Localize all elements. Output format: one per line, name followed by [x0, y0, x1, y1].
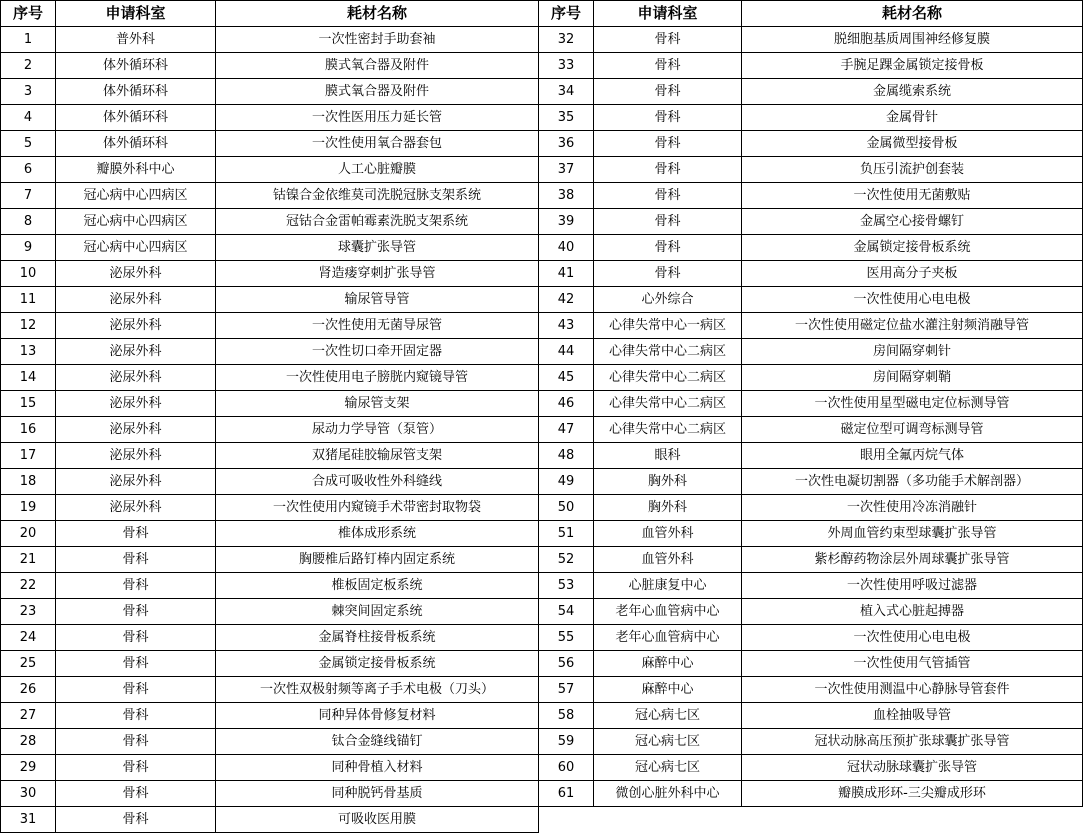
item-cell: 一次性医用压力延长管: [216, 105, 539, 131]
item-cell: 一次性电凝切割器（多功能手术解剖器）: [742, 469, 1083, 495]
item-cell: 一次性使用磁定位盐水灌注射频消融导管: [742, 313, 1083, 339]
seq-cell: 41: [539, 261, 594, 287]
dept-cell: 骨科: [56, 547, 216, 573]
empty-cell: [539, 807, 594, 833]
seq-cell: 50: [539, 495, 594, 521]
seq-cell: 35: [539, 105, 594, 131]
dept-cell: 骨科: [594, 79, 742, 105]
seq-cell: 54: [539, 599, 594, 625]
seq-cell: 30: [1, 781, 56, 807]
item-cell: 一次性使用冷冻消融针: [742, 495, 1083, 521]
table-row: [1, 183, 1083, 209]
seq-cell: 21: [1, 547, 56, 573]
dept-cell: 泌尿外科: [56, 469, 216, 495]
dept-cell: 骨科: [56, 651, 216, 677]
item-cell: 脱细胞基质周围神经修复膜: [742, 27, 1083, 53]
seq-cell: 29: [1, 755, 56, 781]
header-dept-right: 申请科室: [594, 1, 742, 27]
seq-cell: 52: [539, 547, 594, 573]
item-cell: 金属脊柱接骨板系统: [216, 625, 539, 651]
item-cell: 负压引流护创套装: [742, 157, 1083, 183]
table-row: [1, 599, 1083, 625]
item-cell: 钴镍合金依维莫司洗脱冠脉支架系统: [216, 183, 539, 209]
header-row: [1, 1, 1083, 27]
seq-cell: 15: [1, 391, 56, 417]
seq-cell: 9: [1, 235, 56, 261]
seq-cell: 44: [539, 339, 594, 365]
seq-cell: 47: [539, 417, 594, 443]
item-cell: 一次性使用心电电极: [742, 287, 1083, 313]
dept-cell: 冠心病七区: [594, 755, 742, 781]
table-row: [1, 287, 1083, 313]
table-row: [1, 547, 1083, 573]
item-cell: 金属空心接骨螺钉: [742, 209, 1083, 235]
item-cell: 一次性使用内窥镜手术带密封取物袋: [216, 495, 539, 521]
table-row: [1, 703, 1083, 729]
item-cell: 人工心脏瓣膜: [216, 157, 539, 183]
table-row: [1, 651, 1083, 677]
seq-cell: 5: [1, 131, 56, 157]
dept-cell: 泌尿外科: [56, 261, 216, 287]
seq-cell: 27: [1, 703, 56, 729]
seq-cell: 51: [539, 521, 594, 547]
seq-cell: 22: [1, 573, 56, 599]
dept-cell: 骨科: [594, 105, 742, 131]
dept-cell: 心脏康复中心: [594, 573, 742, 599]
seq-cell: 20: [1, 521, 56, 547]
dept-cell: 骨科: [56, 703, 216, 729]
dept-cell: 骨科: [56, 677, 216, 703]
seq-cell: 60: [539, 755, 594, 781]
item-cell: 一次性双极射频等离子手术电极（刀头）: [216, 677, 539, 703]
item-cell: 金属缆索系统: [742, 79, 1083, 105]
dept-cell: 骨科: [56, 573, 216, 599]
dept-cell: 普外科: [56, 27, 216, 53]
item-cell: 椎板固定板系统: [216, 573, 539, 599]
item-cell: 膜式氧合器及附件: [216, 79, 539, 105]
item-cell: 一次性使用无菌导尿管: [216, 313, 539, 339]
dept-cell: 骨科: [56, 729, 216, 755]
seq-cell: 48: [539, 443, 594, 469]
seq-cell: 31: [1, 807, 56, 833]
table-row: [1, 79, 1083, 105]
item-cell: 一次性使用心电电极: [742, 625, 1083, 651]
dept-cell: 骨科: [594, 235, 742, 261]
dept-cell: 骨科: [56, 755, 216, 781]
seq-cell: 49: [539, 469, 594, 495]
item-cell: 冠状动脉高压预扩张球囊扩张导管: [742, 729, 1083, 755]
table-row: [1, 573, 1083, 599]
dept-cell: 泌尿外科: [56, 417, 216, 443]
dept-cell: 心外综合: [594, 287, 742, 313]
table-row: [1, 53, 1083, 79]
seq-cell: 36: [539, 131, 594, 157]
table-row: [1, 131, 1083, 157]
seq-cell: 1: [1, 27, 56, 53]
item-cell: 球囊扩张导管: [216, 235, 539, 261]
dept-cell: 骨科: [56, 807, 216, 833]
item-cell: 磁定位型可调弯标测导管: [742, 417, 1083, 443]
table-row: [1, 729, 1083, 755]
dept-cell: 骨科: [594, 261, 742, 287]
seq-cell: 2: [1, 53, 56, 79]
table-row: [1, 755, 1083, 781]
item-cell: 血栓抽吸导管: [742, 703, 1083, 729]
table-row: [1, 261, 1083, 287]
seq-cell: 28: [1, 729, 56, 755]
seq-cell: 59: [539, 729, 594, 755]
empty-cell: [594, 807, 742, 833]
item-cell: 一次性密封手助套袖: [216, 27, 539, 53]
dept-cell: 胸外科: [594, 495, 742, 521]
item-cell: 外周血管约束型球囊扩张导管: [742, 521, 1083, 547]
dept-cell: 骨科: [594, 183, 742, 209]
item-cell: 一次性使用气管插管: [742, 651, 1083, 677]
table-row: [1, 521, 1083, 547]
item-cell: 一次性使用测温中心静脉导管套件: [742, 677, 1083, 703]
dept-cell: 冠心病中心四病区: [56, 235, 216, 261]
seq-cell: 7: [1, 183, 56, 209]
seq-cell: 12: [1, 313, 56, 339]
dept-cell: 骨科: [56, 625, 216, 651]
table-row: [1, 625, 1083, 651]
dept-cell: 体外循环科: [56, 79, 216, 105]
header-seq-left: 序号: [1, 1, 56, 27]
item-cell: 瓣膜成形环-三尖瓣成形环: [742, 781, 1083, 807]
dept-cell: 心律失常中心一病区: [594, 313, 742, 339]
item-cell: 合成可吸收性外科缝线: [216, 469, 539, 495]
item-cell: 金属微型接骨板: [742, 131, 1083, 157]
seq-cell: 32: [539, 27, 594, 53]
seq-cell: 14: [1, 365, 56, 391]
item-cell: 医用高分子夹板: [742, 261, 1083, 287]
item-cell: 肾造瘘穿刺扩张导管: [216, 261, 539, 287]
seq-cell: 55: [539, 625, 594, 651]
dept-cell: 心律失常中心二病区: [594, 339, 742, 365]
item-cell: 可吸收医用膜: [216, 807, 539, 833]
header-item-left: 耗材名称: [216, 1, 539, 27]
dept-cell: 微创心脏外科中心: [594, 781, 742, 807]
seq-cell: 11: [1, 287, 56, 313]
table-row: [1, 157, 1083, 183]
dept-cell: 泌尿外科: [56, 313, 216, 339]
item-cell: 房间隔穿刺针: [742, 339, 1083, 365]
dept-cell: 骨科: [594, 27, 742, 53]
seq-cell: 19: [1, 495, 56, 521]
seq-cell: 18: [1, 469, 56, 495]
item-cell: 房间隔穿刺鞘: [742, 365, 1083, 391]
header-dept-left: 申请科室: [56, 1, 216, 27]
seq-cell: 43: [539, 313, 594, 339]
seq-cell: 26: [1, 677, 56, 703]
dept-cell: 体外循环科: [56, 105, 216, 131]
dept-cell: 冠心病中心四病区: [56, 183, 216, 209]
item-cell: 尿动力学导管（泵管）: [216, 417, 539, 443]
item-cell: 输尿管支架: [216, 391, 539, 417]
item-cell: 金属锁定接骨板系统: [742, 235, 1083, 261]
seq-cell: 58: [539, 703, 594, 729]
seq-cell: 17: [1, 443, 56, 469]
dept-cell: 麻醉中心: [594, 651, 742, 677]
item-cell: 冠钴合金雷帕霉素洗脱支架系统: [216, 209, 539, 235]
table-body: [1, 27, 1083, 833]
dept-cell: 胸外科: [594, 469, 742, 495]
item-cell: 膜式氧合器及附件: [216, 53, 539, 79]
table-row: [1, 313, 1083, 339]
dept-cell: 泌尿外科: [56, 339, 216, 365]
item-cell: 椎体成形系统: [216, 521, 539, 547]
item-cell: 冠状动脉球囊扩张导管: [742, 755, 1083, 781]
dept-cell: 心律失常中心二病区: [594, 391, 742, 417]
dept-cell: 骨科: [56, 599, 216, 625]
table-row: [1, 807, 1083, 833]
dept-cell: 体外循环科: [56, 131, 216, 157]
seq-cell: 61: [539, 781, 594, 807]
dept-cell: 泌尿外科: [56, 391, 216, 417]
table-row: [1, 443, 1083, 469]
seq-cell: 37: [539, 157, 594, 183]
table-row: [1, 339, 1083, 365]
table-row: [1, 677, 1083, 703]
seq-cell: 13: [1, 339, 56, 365]
dept-cell: 眼科: [594, 443, 742, 469]
table-row: [1, 417, 1083, 443]
table-row: [1, 105, 1083, 131]
dept-cell: 泌尿外科: [56, 443, 216, 469]
dept-cell: 麻醉中心: [594, 677, 742, 703]
dept-cell: 骨科: [594, 209, 742, 235]
item-cell: 胸腰椎后路钉棒内固定系统: [216, 547, 539, 573]
seq-cell: 6: [1, 157, 56, 183]
item-cell: 一次性使用呼吸过滤器: [742, 573, 1083, 599]
dept-cell: 老年心血管病中心: [594, 625, 742, 651]
item-cell: 一次性使用电子膀胱内窥镜导管: [216, 365, 539, 391]
seq-cell: 56: [539, 651, 594, 677]
dept-cell: 心律失常中心二病区: [594, 365, 742, 391]
seq-cell: 25: [1, 651, 56, 677]
item-cell: 手腕足踝金属锁定接骨板: [742, 53, 1083, 79]
table-row: [1, 469, 1083, 495]
dept-cell: 瓣膜外科中心: [56, 157, 216, 183]
seq-cell: 4: [1, 105, 56, 131]
seq-cell: 8: [1, 209, 56, 235]
table-row: [1, 209, 1083, 235]
item-cell: 金属骨针: [742, 105, 1083, 131]
dept-cell: 骨科: [56, 781, 216, 807]
item-cell: 输尿管导管: [216, 287, 539, 313]
item-cell: 一次性使用无菌敷贴: [742, 183, 1083, 209]
table-row: [1, 365, 1083, 391]
dept-cell: 泌尿外科: [56, 495, 216, 521]
seq-cell: 57: [539, 677, 594, 703]
dept-cell: 骨科: [56, 521, 216, 547]
item-cell: 一次性使用氧合器套包: [216, 131, 539, 157]
seq-cell: 10: [1, 261, 56, 287]
header-item-right: 耗材名称: [742, 1, 1083, 27]
dept-cell: 骨科: [594, 157, 742, 183]
item-cell: 一次性使用星型磁电定位标测导管: [742, 391, 1083, 417]
table-row: [1, 781, 1083, 807]
dept-cell: 老年心血管病中心: [594, 599, 742, 625]
seq-cell: 16: [1, 417, 56, 443]
item-cell: 同种骨植入材料: [216, 755, 539, 781]
seq-cell: 33: [539, 53, 594, 79]
dept-cell: 冠心病七区: [594, 729, 742, 755]
dept-cell: 骨科: [594, 53, 742, 79]
table-row: [1, 27, 1083, 53]
seq-cell: 23: [1, 599, 56, 625]
dept-cell: 泌尿外科: [56, 287, 216, 313]
table-row: [1, 495, 1083, 521]
table-row: [1, 235, 1083, 261]
item-cell: 同种异体骨修复材料: [216, 703, 539, 729]
item-cell: 紫杉醇药物涂层外周球囊扩张导管: [742, 547, 1083, 573]
seq-cell: 42: [539, 287, 594, 313]
item-cell: 植入式心脏起搏器: [742, 599, 1083, 625]
seq-cell: 34: [539, 79, 594, 105]
seq-cell: 40: [539, 235, 594, 261]
dept-cell: 骨科: [594, 131, 742, 157]
header-seq-right: 序号: [539, 1, 594, 27]
item-cell: 双猪尾硅胶输尿管支架: [216, 443, 539, 469]
item-cell: 金属锁定接骨板系统: [216, 651, 539, 677]
seq-cell: 46: [539, 391, 594, 417]
dept-cell: 体外循环科: [56, 53, 216, 79]
seq-cell: 53: [539, 573, 594, 599]
seq-cell: 24: [1, 625, 56, 651]
table-row: [1, 391, 1083, 417]
dept-cell: 冠心病七区: [594, 703, 742, 729]
dept-cell: 冠心病中心四病区: [56, 209, 216, 235]
seq-cell: 39: [539, 209, 594, 235]
item-cell: 同种脱钙骨基质: [216, 781, 539, 807]
seq-cell: 3: [1, 79, 56, 105]
dept-cell: 血管外科: [594, 547, 742, 573]
dept-cell: 血管外科: [594, 521, 742, 547]
dept-cell: 心律失常中心二病区: [594, 417, 742, 443]
seq-cell: 38: [539, 183, 594, 209]
empty-cell: [742, 807, 1083, 833]
item-cell: 钛合金缝线锚钉: [216, 729, 539, 755]
item-cell: 一次性切口牵开固定器: [216, 339, 539, 365]
item-cell: 眼用全氟丙烷气体: [742, 443, 1083, 469]
dept-cell: 泌尿外科: [56, 365, 216, 391]
seq-cell: 45: [539, 365, 594, 391]
item-cell: 棘突间固定系统: [216, 599, 539, 625]
